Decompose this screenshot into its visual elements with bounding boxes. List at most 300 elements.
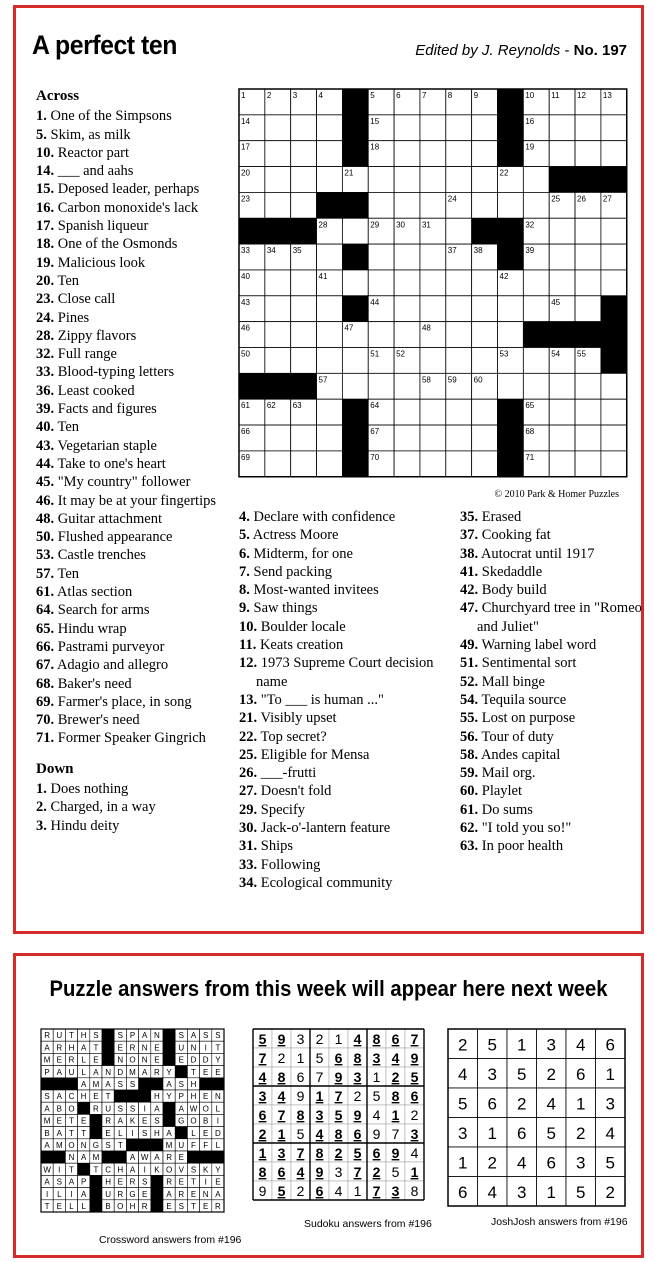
grid-block: [342, 89, 368, 115]
grid-cell[interactable]: [601, 425, 627, 451]
grid-block: [498, 425, 524, 451]
grid-cell[interactable]: [472, 270, 498, 296]
grid-cell[interactable]: [291, 322, 317, 348]
grid-cell[interactable]: [265, 451, 291, 477]
grid-cell[interactable]: [549, 244, 575, 270]
sudoku-digit: 9: [372, 1126, 381, 1142]
clue-number: 19.: [36, 254, 55, 271]
crossword-grid[interactable]: [238, 88, 626, 478]
answer-letter: D: [117, 1067, 124, 1077]
grid-cell[interactable]: [342, 218, 368, 244]
joshjosh-digit: 2: [546, 1065, 556, 1084]
answer-letter: G: [129, 1189, 136, 1199]
grid-cell[interactable]: [394, 192, 420, 218]
answer-letter: A: [81, 1153, 87, 1163]
grid-cell[interactable]: [601, 270, 627, 296]
joshjosh-digit: 2: [487, 1153, 497, 1173]
grid-cell[interactable]: [291, 270, 317, 296]
grid-cell[interactable]: [601, 451, 627, 477]
grid-cell[interactable]: [575, 115, 601, 141]
cell-number: 25: [551, 194, 561, 204]
answer-letter: L: [81, 1055, 86, 1065]
grid-cell[interactable]: [472, 425, 498, 451]
answer-letter: Y: [215, 1165, 221, 1175]
clue-number: 33.: [36, 364, 55, 381]
answer-block: [151, 1139, 163, 1151]
answer-letter: L: [191, 1128, 196, 1138]
grid-cell[interactable]: [601, 218, 627, 244]
clue-text: Declare with confidence: [249, 509, 396, 525]
grid-cell[interactable]: [368, 192, 394, 218]
joshjosh-digit: 6: [546, 1153, 556, 1173]
answer-block: [53, 1078, 65, 1090]
grid-cell[interactable]: [472, 348, 498, 374]
grid-cell[interactable]: [394, 451, 420, 477]
cell-number: 42: [499, 271, 509, 281]
clue-down_col1-1: [36, 780, 226, 798]
answer-block: [90, 1114, 102, 1126]
cell-number: 61: [241, 401, 250, 411]
clue-number: 52.: [460, 673, 479, 690]
answer-letter: A: [81, 1043, 87, 1053]
grid-cell[interactable]: [342, 348, 368, 374]
sudoku-digit: 4: [410, 1145, 419, 1161]
grid-cell[interactable]: [420, 399, 446, 425]
clue-text: Former Speaker Gingrich: [54, 730, 206, 747]
answer-letter: E: [178, 1055, 184, 1065]
grid-cell[interactable]: [575, 373, 601, 399]
answer-letter: E: [56, 1055, 62, 1065]
sudoku-digit: 6: [334, 1050, 343, 1066]
grid-cell[interactable]: [472, 141, 498, 167]
grid-cell[interactable]: [342, 270, 368, 296]
answer-letter: S: [129, 1104, 136, 1114]
sudoku-digit: 7: [353, 1164, 362, 1180]
answer-letter: S: [215, 1031, 221, 1041]
clue-across-14: [36, 162, 226, 180]
grid-cell[interactable]: [394, 270, 420, 296]
clue-number: 23.: [36, 291, 55, 308]
grid-cell[interactable]: [265, 115, 291, 141]
sudoku-digit: 3: [296, 1031, 305, 1047]
grid-cell[interactable]: [291, 141, 317, 167]
grid-cell[interactable]: [446, 167, 472, 193]
answer-letter: E: [93, 1055, 99, 1065]
grid-cell[interactable]: [317, 322, 343, 348]
answer-letter: U: [105, 1104, 111, 1114]
grid-cell[interactable]: [291, 425, 317, 451]
grid-cell[interactable]: [265, 192, 291, 218]
answer-block: [163, 1102, 175, 1114]
grid-cell[interactable]: [549, 218, 575, 244]
answer-letter: T: [69, 1128, 74, 1138]
answer-letter: R: [129, 1177, 136, 1187]
sudoku-digit: 6: [353, 1126, 362, 1142]
answer-letter: S: [142, 1128, 148, 1138]
clue-text: Pastrami purveyor: [54, 638, 165, 655]
grid-cell[interactable]: [368, 167, 394, 193]
grid-cell[interactable]: [549, 373, 575, 399]
grid-cell[interactable]: [446, 451, 472, 477]
grid-cell[interactable]: [446, 218, 472, 244]
clue-down_col1-2: [36, 798, 226, 816]
answer-letter: E: [203, 1067, 209, 1077]
answer-letter: A: [178, 1104, 184, 1114]
grid-block: [498, 244, 524, 270]
answer-letter: U: [68, 1067, 75, 1077]
grid-cell[interactable]: [549, 270, 575, 296]
clue-number: 8.: [239, 582, 250, 599]
grid-cell[interactable]: [472, 192, 498, 218]
grid-cell[interactable]: [291, 348, 317, 374]
sudoku-digit: 7: [315, 1069, 324, 1085]
across-clue-list: [36, 107, 226, 747]
grid-cell[interactable]: [420, 348, 446, 374]
grid-cell[interactable]: [523, 270, 549, 296]
grid-cell[interactable]: [549, 451, 575, 477]
grid-cell[interactable]: [368, 270, 394, 296]
grid-block: [601, 296, 627, 322]
grid-cell[interactable]: [446, 399, 472, 425]
clue-down_col2-11: [239, 636, 461, 654]
answer-letter: O: [68, 1104, 75, 1114]
grid-cell[interactable]: [549, 115, 575, 141]
answer-letter: A: [44, 1043, 50, 1053]
clue-across-1: [36, 107, 226, 125]
sudoku-digit: 6: [277, 1164, 286, 1180]
clue-text: Midterm, for one: [249, 545, 353, 562]
clue-number: 5.: [239, 527, 250, 544]
answer-letter: E: [215, 1067, 221, 1077]
grid-cell[interactable]: [394, 244, 420, 270]
grid-cell[interactable]: [342, 373, 368, 399]
grid-cell[interactable]: [368, 244, 394, 270]
clue-across-46: [36, 492, 226, 510]
grid-cell[interactable]: [472, 296, 498, 322]
sudoku-digit: 1: [391, 1107, 400, 1123]
joshjosh-digit: 4: [546, 1094, 556, 1114]
clue-text: Skim, as milk: [46, 126, 131, 143]
sudoku-digit: 3: [277, 1145, 286, 1161]
answer-letter: S: [178, 1031, 184, 1041]
grid-cell[interactable]: [368, 322, 394, 348]
clue-number: 3.: [36, 817, 47, 834]
clue-number: 13.: [239, 691, 258, 708]
answer-letter: S: [190, 1165, 197, 1175]
grid-cell[interactable]: [420, 192, 446, 218]
grid-cell[interactable]: [420, 270, 446, 296]
cell-number: 48: [421, 323, 431, 333]
cell-number: 34: [266, 246, 276, 256]
grid-cell[interactable]: [601, 373, 627, 399]
grid-cell[interactable]: [394, 141, 420, 167]
grid-cell[interactable]: [498, 296, 524, 322]
grid-block: [265, 218, 291, 244]
answer-block: [102, 1029, 114, 1041]
clue-number: 56.: [460, 728, 479, 745]
answer-letter: E: [93, 1092, 99, 1102]
grid-cell[interactable]: [575, 451, 601, 477]
grid-cell[interactable]: [498, 192, 524, 218]
grid-cell[interactable]: [420, 167, 446, 193]
clue-text: In poor health: [478, 838, 564, 855]
joshjosh-digit: 2: [605, 1183, 615, 1202]
answer-block: [102, 1151, 114, 1163]
answer-letter: S: [93, 1031, 99, 1041]
clue-text: Do sums: [478, 801, 533, 818]
cell-number: 63: [292, 401, 302, 411]
cell-number: 67: [370, 427, 380, 437]
grid-cell[interactable]: [317, 451, 343, 477]
sudoku-digit: 3: [258, 1088, 267, 1104]
sudoku-digit: 1: [277, 1126, 286, 1142]
answer-letter: A: [68, 1177, 75, 1187]
clue-text: Top secret?: [257, 728, 327, 745]
grid-cell[interactable]: [446, 425, 472, 451]
joshjosh-digit: 4: [605, 1124, 615, 1143]
answer-letter: R: [141, 1202, 148, 1211]
grid-cell[interactable]: [394, 399, 420, 425]
sudoku-digit: 2: [296, 1183, 305, 1199]
grid-cell[interactable]: [394, 425, 420, 451]
grid-cell[interactable]: [291, 451, 317, 477]
grid-cell[interactable]: [446, 141, 472, 167]
grid-cell[interactable]: [394, 373, 420, 399]
grid-cell[interactable]: [420, 141, 446, 167]
grid-cell[interactable]: [291, 296, 317, 322]
sudoku-digit: 3: [353, 1069, 362, 1085]
clue-down_col3-61: [460, 801, 650, 819]
clue-across-64: [36, 601, 226, 619]
clue-across-69: [36, 693, 226, 711]
clue-number: 25.: [239, 746, 258, 763]
sudoku-digit: 8: [315, 1145, 324, 1161]
sudoku-digit: 6: [391, 1031, 400, 1047]
answer-letter: L: [69, 1202, 74, 1211]
grid-cell[interactable]: [472, 167, 498, 193]
answer-letter: T: [93, 1165, 99, 1175]
grid-cell[interactable]: [420, 296, 446, 322]
clue-across-36: [36, 382, 226, 400]
joshjosh-digit: 6: [487, 1094, 497, 1114]
clue-across-24: [36, 309, 226, 327]
clue-text: Search for arms: [54, 602, 150, 619]
grid-cell[interactable]: [523, 192, 549, 218]
grid-cell[interactable]: [549, 399, 575, 425]
answer-block: [200, 1078, 212, 1090]
grid-cell[interactable]: [523, 348, 549, 374]
clue-down_col3-63: [460, 837, 650, 855]
grid-cell[interactable]: [549, 141, 575, 167]
answer-letter: M: [129, 1067, 136, 1077]
grid-block: [498, 218, 524, 244]
sudoku-digit: 8: [353, 1050, 362, 1066]
grid-cell[interactable]: [265, 348, 291, 374]
clue-text: Cooking fat: [478, 527, 551, 544]
sudoku-digit: 3: [410, 1126, 419, 1142]
grid-cell[interactable]: [420, 425, 446, 451]
clue-text: Mall binge: [478, 673, 545, 690]
grid-cell[interactable]: [291, 167, 317, 193]
answer-block: [151, 1175, 163, 1187]
clue-number: 14.: [36, 163, 55, 180]
grid-cell[interactable]: [601, 141, 627, 167]
answer-letter: G: [92, 1141, 100, 1150]
grid-cell[interactable]: [446, 322, 472, 348]
joshjosh-digit: 1: [458, 1153, 468, 1173]
grid-cell[interactable]: [394, 322, 420, 348]
grid-cell[interactable]: [291, 115, 317, 141]
joshjosh-digit: 1: [605, 1065, 615, 1084]
grid-cell[interactable]: [317, 141, 343, 167]
answer-letter: A: [142, 1067, 148, 1077]
clue-text: It may be at your fingertips: [54, 492, 216, 509]
grid-cell[interactable]: [498, 373, 524, 399]
grid-cell[interactable]: [317, 115, 343, 141]
clue-down_col3-59: [460, 764, 650, 782]
grid-cell[interactable]: [265, 296, 291, 322]
cell-number: 36: [344, 246, 354, 256]
clue-text: Keats creation: [256, 637, 344, 654]
grid-block: [342, 425, 368, 451]
joshjosh-digit: 3: [546, 1035, 556, 1055]
grid-cell[interactable]: [446, 348, 472, 374]
grid-cell[interactable]: [420, 115, 446, 141]
grid-cell[interactable]: [601, 399, 627, 425]
answer-block: [175, 1127, 187, 1139]
answer-letter: E: [215, 1177, 221, 1187]
prev-crossword-grid: [40, 1028, 225, 1218]
grid-cell[interactable]: [575, 244, 601, 270]
grid-cell[interactable]: [575, 399, 601, 425]
cell-number: 43: [241, 297, 250, 307]
answer-letter: A: [44, 1177, 50, 1187]
clue-across-28: [36, 327, 226, 345]
grid-block: [498, 141, 524, 167]
down-clue-list-1: [36, 780, 226, 835]
cell-number: 15: [370, 116, 380, 126]
clue-across-70: [36, 711, 226, 729]
clue-text: Charged, in a way: [46, 799, 156, 816]
clue-number: 29.: [239, 801, 258, 818]
grid-cell[interactable]: [446, 270, 472, 296]
grid-cell[interactable]: [420, 451, 446, 477]
grid-cell[interactable]: [317, 296, 343, 322]
clue-text: Pines: [54, 309, 90, 326]
grid-cell[interactable]: [446, 115, 472, 141]
grid-cell[interactable]: [575, 425, 601, 451]
clue-down_col3-58: [460, 746, 650, 764]
grid-cell[interactable]: [265, 141, 291, 167]
grid-cell[interactable]: [265, 425, 291, 451]
grid-cell[interactable]: [472, 115, 498, 141]
grid-cell[interactable]: [472, 451, 498, 477]
grid-cell[interactable]: [317, 399, 343, 425]
answer-block: [212, 1151, 224, 1163]
across-heading: Across: [36, 88, 80, 104]
grid-cell[interactable]: [317, 244, 343, 270]
grid-cell[interactable]: [265, 167, 291, 193]
grid-cell[interactable]: [601, 244, 627, 270]
answer-letter: T: [81, 1128, 87, 1138]
joshjosh-digit: 3: [458, 1124, 468, 1143]
grid-block: [575, 167, 601, 193]
grid-cell[interactable]: [317, 348, 343, 374]
grid-cell[interactable]: [472, 322, 498, 348]
answer-letter: Y: [166, 1092, 172, 1102]
cell-number: 10: [525, 91, 535, 100]
answer-block: [114, 1151, 126, 1163]
cell-number: 57: [318, 375, 328, 385]
clue-text: Andes capital: [478, 746, 561, 763]
answer-block: [163, 1053, 175, 1065]
grid-cell[interactable]: [575, 296, 601, 322]
clue-text: Castle trenches: [54, 547, 146, 564]
sudoku-digit: 3: [391, 1183, 400, 1199]
grid-cell[interactable]: [523, 373, 549, 399]
grid-cell[interactable]: [420, 244, 446, 270]
answer-letter: O: [68, 1141, 75, 1150]
grid-cell[interactable]: [575, 270, 601, 296]
grid-cell[interactable]: [446, 296, 472, 322]
answer-letter: H: [190, 1080, 197, 1089]
clue-across-16: [36, 199, 226, 217]
grid-cell[interactable]: [498, 322, 524, 348]
grid-cell[interactable]: [317, 425, 343, 451]
clue-text: Tour of duty: [478, 728, 554, 745]
grid-cell[interactable]: [394, 115, 420, 141]
grid-cell[interactable]: [523, 296, 549, 322]
answer-letter: E: [105, 1128, 111, 1138]
clue-text: Hindu wrap: [54, 620, 127, 637]
answer-letter: W: [140, 1153, 149, 1163]
down-heading: Down: [36, 760, 74, 777]
sudoku-digit: 8: [372, 1031, 381, 1047]
clue-number: 48.: [36, 510, 55, 527]
clue-across-66: [36, 638, 226, 656]
answer-letter: S: [203, 1031, 209, 1041]
grid-cell[interactable]: [601, 115, 627, 141]
clue-down_col2-8: [239, 581, 461, 599]
grid-cell[interactable]: [394, 167, 420, 193]
clue-text: Erased: [478, 509, 522, 525]
clue-number: 57.: [36, 565, 55, 582]
grid-cell[interactable]: [394, 296, 420, 322]
grid-cell[interactable]: [317, 167, 343, 193]
cell-number: 13: [602, 91, 612, 100]
answer-letter: L: [118, 1128, 123, 1138]
answer-letter: K: [203, 1165, 209, 1175]
answer-letter: S: [117, 1080, 123, 1089]
clue-down_col3-42: [460, 581, 650, 599]
cell-number: 3: [292, 91, 298, 100]
grid-cell[interactable]: [265, 270, 291, 296]
grid-cell[interactable]: [575, 218, 601, 244]
grid-cell[interactable]: [368, 373, 394, 399]
grid-cell[interactable]: [549, 425, 575, 451]
clue-text: Mail org.: [478, 765, 536, 782]
answer-letter: H: [80, 1031, 87, 1041]
clue-text: Zippy flavors: [54, 327, 137, 344]
grid-cell[interactable]: [291, 192, 317, 218]
grid-cell[interactable]: [575, 141, 601, 167]
grid-cell[interactable]: [472, 399, 498, 425]
answer-letter: H: [80, 1092, 87, 1102]
grid-cell[interactable]: [265, 322, 291, 348]
clue-number: 5.: [36, 126, 47, 143]
grid-cell[interactable]: [523, 167, 549, 193]
answer-letter: I: [204, 1177, 207, 1187]
